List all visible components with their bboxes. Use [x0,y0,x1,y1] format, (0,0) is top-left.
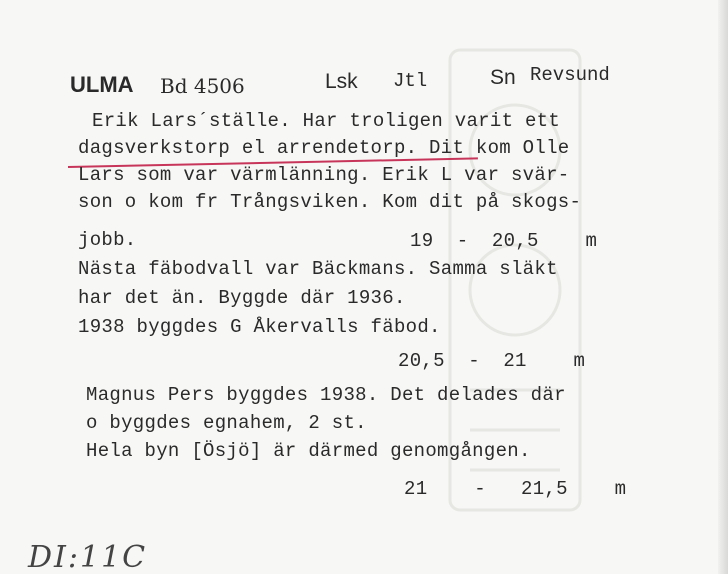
distance-range: 20,5 - 21 m [398,350,586,372]
distance-range: 21 - 21,5 m [404,478,627,500]
text-line: jobb. [78,229,137,251]
text-line: Hela byn [Ösjö] är därmed genomgången. [86,440,531,462]
text-line: 1938 byggdes G Åkervalls fäbod. [78,316,441,338]
distance-range: 19 - 20,5 m [410,230,598,252]
text-line: Magnus Pers byggdes 1938. Det delades där [86,384,566,406]
text-line: o byggdes egnahem, 2 st. [86,412,367,434]
landskap-label: Lsk [325,70,358,93]
volume-number: Bd 4506 [160,74,245,98]
archive-code: ULMA [70,72,134,97]
text-line: Erik Lars´ställe. Har troligen varit ett [92,110,561,132]
socken-value: Revsund [530,64,610,86]
landskap-value: Jtl [393,70,428,92]
text-line: har det än. Byggde där 1936. [78,287,406,309]
text-line: Lars som var värmlänning. Erik L var svär- [78,164,570,186]
text-line: son o kom fr Trångsviken. Kom dit på skogs- [78,191,582,213]
text-line: dagsverkstorp el arrendetorp. Dit kom Olle [78,137,570,159]
text-line: Nästa fäbodvall var Bäckmans. Samma släkt [78,258,558,280]
socken-label: Sn [490,66,516,89]
handwritten-mark: DI:11C [28,540,148,575]
